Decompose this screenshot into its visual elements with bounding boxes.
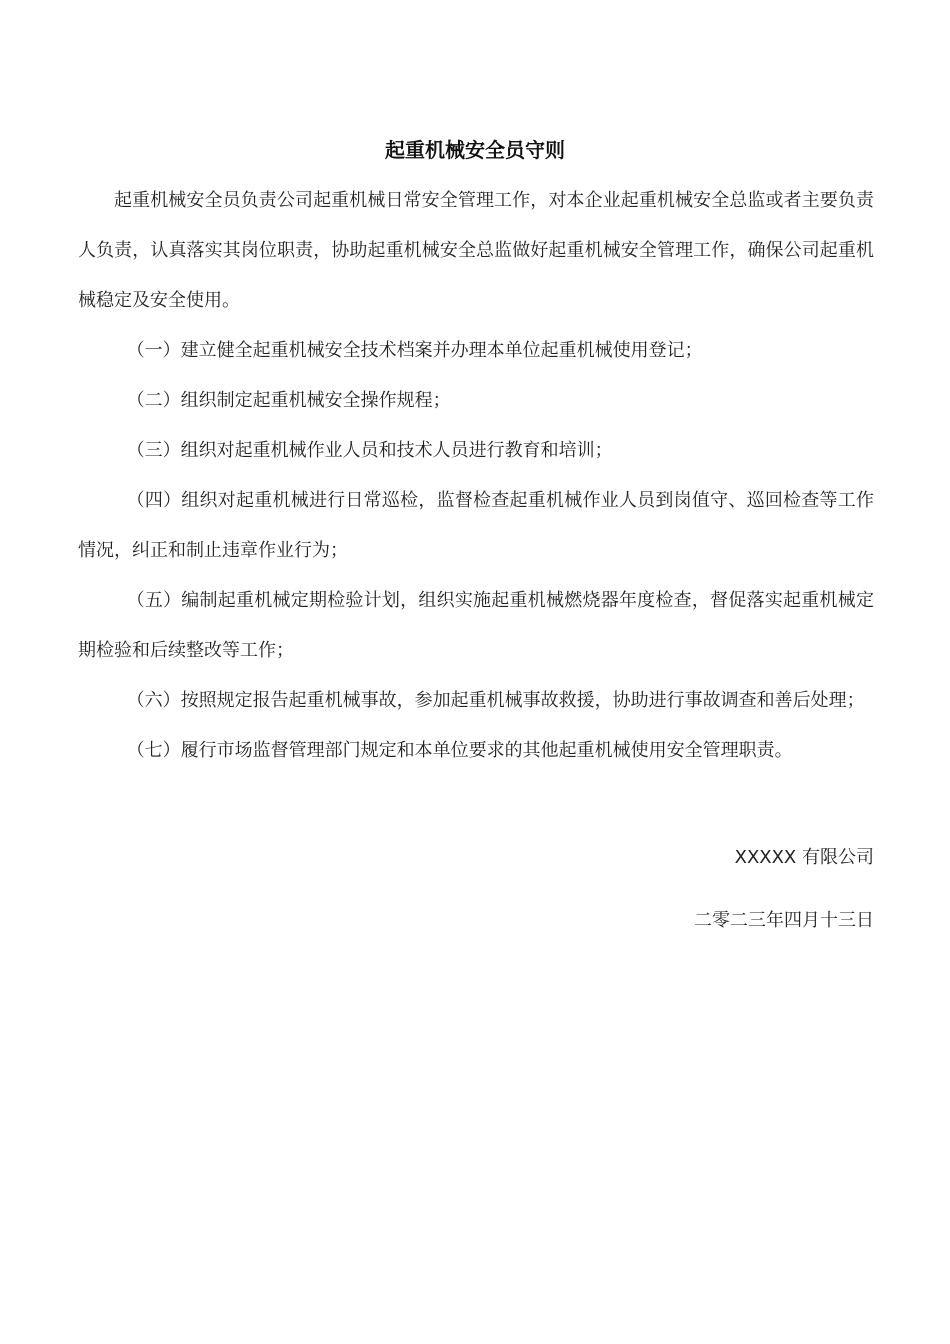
duty-item-7: （七）履行市场监督管理部门规定和本单位要求的其他起重机械使用安全管理职责。: [126, 740, 793, 761]
duty-item-2: （二）组织制定起重机械安全操作规程；: [126, 390, 451, 411]
duty-item-3: （三）组织对起重机械作业人员和技术人员进行教育和培训；: [126, 440, 613, 461]
duty-item-4: （四）组织对起重机械进行日常巡检，监督检查起重机械作业人员到岗值守、巡回检查等工作情况，纠正和制止违章作业行为；: [78, 490, 874, 561]
duty-item-5: （五）编制起重机械定期检验计划，组织实施起重机械燃烧器年度检查，督促落实起重机械定期检验和后续整改等工作；: [78, 590, 874, 661]
document-date: 二零二三年四月十三日: [694, 910, 874, 931]
document-body: [78, 176, 874, 776]
document-title: 起重机械安全员守则: [385, 138, 565, 162]
duty-item-1: （一）建立健全起重机械安全技术档案并办理本单位起重机械使用登记；: [126, 340, 703, 361]
company-signature: XXXXX 有限公司: [734, 847, 874, 868]
intro-paragraph: 起重机械安全员负责公司起重机械日常安全管理工作，对本企业起重机械安全总监或者主要负责人负责，认真落实其岗位职责，协助起重机械安全总监做好起重机械安全管理工作，确保公司起重机械稳定及安全使用。: [78, 190, 874, 311]
duty-item-6: （六）按照规定报告起重机械事故，参加起重机械事故救援，协助进行事故调查和善后处理；: [126, 690, 865, 711]
